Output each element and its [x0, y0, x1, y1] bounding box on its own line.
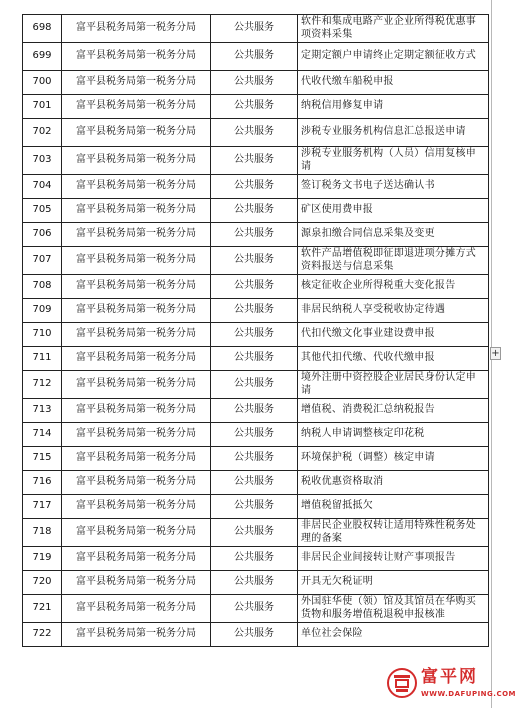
- row-number: 706: [23, 223, 62, 247]
- row-agency: 富平县税务局第一税务分局: [62, 399, 211, 423]
- watermark-title: 富平网: [421, 667, 478, 687]
- row-agency: 富平县税务局第一税务分局: [62, 15, 211, 43]
- row-item: 纳税人申请调整核定印花税: [298, 423, 489, 447]
- row-number: 701: [23, 95, 62, 119]
- row-agency: 富平县税务局第一税务分局: [62, 43, 211, 71]
- row-category: 公共服务: [211, 43, 298, 71]
- row-number: 722: [23, 623, 62, 647]
- row-agency: 富平县税务局第一税务分局: [62, 95, 211, 119]
- row-category: 公共服务: [211, 199, 298, 223]
- table-row: [23, 95, 489, 119]
- table-row: [23, 595, 489, 623]
- row-agency: 富平县税务局第一税务分局: [62, 447, 211, 471]
- row-category: 公共服务: [211, 495, 298, 519]
- row-item: 非居民企业间接转让财产事项报告: [298, 547, 489, 571]
- table-row: [23, 371, 489, 399]
- site-watermark: [385, 666, 516, 706]
- table-row: [23, 247, 489, 275]
- expand-marker[interactable]: +: [491, 348, 500, 359]
- row-item: 单位社会保险: [298, 623, 489, 647]
- row-category: 公共服务: [211, 299, 298, 323]
- table-row: [23, 423, 489, 447]
- row-category: 公共服务: [211, 447, 298, 471]
- row-item: 软件和集成电路产业企业所得税优惠事项资料采集: [298, 15, 489, 43]
- table-row: [23, 399, 489, 423]
- row-item: 外国驻华使（领）馆及其馆员在华购买货物和服务增值税退税申报核准: [298, 595, 489, 623]
- service-items-table: [22, 14, 489, 647]
- table-row: [23, 495, 489, 519]
- row-number: 700: [23, 71, 62, 95]
- row-item: 代扣代缴文化事业建设费申报: [298, 323, 489, 347]
- row-category: 公共服务: [211, 147, 298, 175]
- row-category: 公共服务: [211, 547, 298, 571]
- row-number: 721: [23, 595, 62, 623]
- row-item: 增值税留抵抵欠: [298, 495, 489, 519]
- row-item: 税收优惠资格取消: [298, 471, 489, 495]
- table-row: [23, 471, 489, 495]
- row-number: 716: [23, 471, 62, 495]
- table-row: [23, 447, 489, 471]
- row-number: 714: [23, 423, 62, 447]
- row-item: 涉税专业服务机构信息汇总报送申请: [298, 119, 489, 147]
- row-item: 签订税务文书电子送达确认书: [298, 175, 489, 199]
- table-row: [23, 119, 489, 147]
- row-number: 702: [23, 119, 62, 147]
- table-row: [23, 175, 489, 199]
- table-row: [23, 623, 489, 647]
- table-row: [23, 199, 489, 223]
- row-category: 公共服务: [211, 347, 298, 371]
- row-category: 公共服务: [211, 247, 298, 275]
- table-row: [23, 571, 489, 595]
- row-category: 公共服务: [211, 95, 298, 119]
- row-item: 矿区使用费申报: [298, 199, 489, 223]
- row-item: 软件产品增值税即征即退进项分摊方式资料报送与信息采集: [298, 247, 489, 275]
- watermark-url: WWW.DAFUPING.COM: [421, 690, 516, 698]
- row-category: 公共服务: [211, 275, 298, 299]
- row-agency: 富平县税务局第一税务分局: [62, 119, 211, 147]
- row-agency: 富平县税务局第一税务分局: [62, 323, 211, 347]
- row-number: 704: [23, 175, 62, 199]
- table-row: [23, 71, 489, 95]
- table-row: [23, 147, 489, 175]
- watermark-logo-icon: [387, 668, 417, 698]
- row-category: 公共服务: [211, 623, 298, 647]
- row-number: 713: [23, 399, 62, 423]
- row-agency: 富平县税务局第一税务分局: [62, 371, 211, 399]
- table-row: [23, 323, 489, 347]
- row-item: 增值税、消费税汇总纳税报告: [298, 399, 489, 423]
- row-agency: 富平县税务局第一税务分局: [62, 423, 211, 447]
- row-category: 公共服务: [211, 15, 298, 43]
- row-number: 719: [23, 547, 62, 571]
- row-category: 公共服务: [211, 175, 298, 199]
- row-number: 711: [23, 347, 62, 371]
- table-row: [23, 223, 489, 247]
- row-category: 公共服务: [211, 571, 298, 595]
- row-agency: 富平县税务局第一税务分局: [62, 519, 211, 547]
- table-row: [23, 275, 489, 299]
- row-category: 公共服务: [211, 399, 298, 423]
- row-agency: 富平县税务局第一税务分局: [62, 595, 211, 623]
- row-category: 公共服务: [211, 423, 298, 447]
- row-number: 717: [23, 495, 62, 519]
- table-row: [23, 15, 489, 43]
- row-number: 715: [23, 447, 62, 471]
- row-agency: 富平县税务局第一税务分局: [62, 275, 211, 299]
- row-number: 709: [23, 299, 62, 323]
- row-item: 非居民企业股权转让适用特殊性税务处理的备案: [298, 519, 489, 547]
- row-category: 公共服务: [211, 71, 298, 95]
- row-category: 公共服务: [211, 595, 298, 623]
- row-agency: 富平县税务局第一税务分局: [62, 199, 211, 223]
- row-agency: 富平县税务局第一税务分局: [62, 247, 211, 275]
- row-agency: 富平县税务局第一税务分局: [62, 299, 211, 323]
- row-number: 712: [23, 371, 62, 399]
- row-item: 开具无欠税证明: [298, 571, 489, 595]
- row-agency: 富平县税务局第一税务分局: [62, 623, 211, 647]
- row-number: 705: [23, 199, 62, 223]
- row-agency: 富平县税务局第一税务分局: [62, 547, 211, 571]
- row-agency: 富平县税务局第一税务分局: [62, 495, 211, 519]
- row-item: 定期定额户申请终止定期定额征收方式: [298, 43, 489, 71]
- row-number: 699: [23, 43, 62, 71]
- row-item: 其他代扣代缴、代收代缴申报: [298, 347, 489, 371]
- row-agency: 富平县税务局第一税务分局: [62, 471, 211, 495]
- row-item: 涉税专业服务机构（人员）信用复核申请: [298, 147, 489, 175]
- row-category: 公共服务: [211, 323, 298, 347]
- row-number: 703: [23, 147, 62, 175]
- row-agency: 富平县税务局第一税务分局: [62, 147, 211, 175]
- row-agency: 富平县税务局第一税务分局: [62, 223, 211, 247]
- row-number: 708: [23, 275, 62, 299]
- row-number: 707: [23, 247, 62, 275]
- row-agency: 富平县税务局第一税务分局: [62, 71, 211, 95]
- row-item: 核定征收企业所得税重大变化报告: [298, 275, 489, 299]
- row-agency: 富平县税务局第一税务分局: [62, 347, 211, 371]
- row-agency: 富平县税务局第一税务分局: [62, 571, 211, 595]
- row-item: 源泉扣缴合同信息采集及变更: [298, 223, 489, 247]
- table-row: [23, 299, 489, 323]
- row-item: 纳税信用修复申请: [298, 95, 489, 119]
- row-number: 718: [23, 519, 62, 547]
- row-item: 代收代缴车船税申报: [298, 71, 489, 95]
- row-number: 698: [23, 15, 62, 43]
- table-body: [23, 15, 489, 647]
- row-number: 720: [23, 571, 62, 595]
- row-category: 公共服务: [211, 119, 298, 147]
- table-row: [23, 43, 489, 71]
- row-category: 公共服务: [211, 223, 298, 247]
- row-number: 710: [23, 323, 62, 347]
- row-item: 非居民纳税人享受税收协定待遇: [298, 299, 489, 323]
- row-item: 境外注册中资控股企业居民身份认定申请: [298, 371, 489, 399]
- row-category: 公共服务: [211, 371, 298, 399]
- row-category: 公共服务: [211, 519, 298, 547]
- table-row: [23, 519, 489, 547]
- row-item: 环境保护税（调整）核定申请: [298, 447, 489, 471]
- table-row: [23, 347, 489, 371]
- table-row: [23, 547, 489, 571]
- row-agency: 富平县税务局第一税务分局: [62, 175, 211, 199]
- row-category: 公共服务: [211, 471, 298, 495]
